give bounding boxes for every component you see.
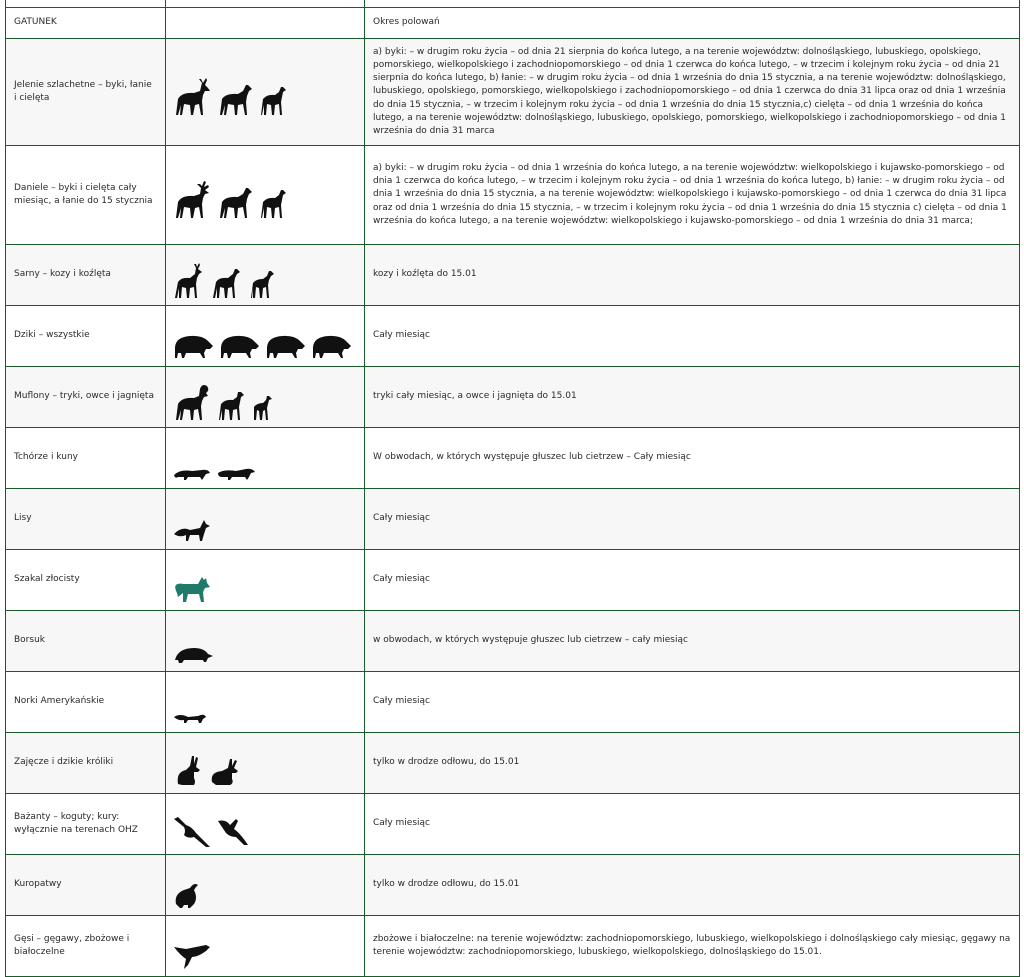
hunting-period-cell: W obwodach, w których występuje głuszec lub cietrzew – Cały miesiąc: [365, 428, 1020, 489]
animal-icons-group: [172, 433, 358, 483]
animal-icons-cell: [166, 428, 365, 489]
species-cell: Szakal złocisty: [6, 550, 166, 611]
roe-buck-icon: [172, 260, 206, 300]
period-column-header: Okres polowań: [365, 8, 1020, 39]
hunting-season-table: [5, 0, 1020, 977]
table-row: [6, 611, 1020, 672]
hunting-period-cell: a) byki: – w drugim roku życia – od dnia 21 sierpnia do końca lutego, a na terenie województw: dolnośląskiego, lubuskiego, opolskiego, pomorskiego, wielkopolskiego i zachodniopomorskiego – od dnia 1 czerwca do końca lutego, – w trzecim i kolejnym roku życia – od dnia 21 sierpnia do końca lutego, b) łanie: – w drugim roku życia – od dnia 1 września do dnia 15 stycznia, a na terenie województw: dolnośląskiego, lubuskiego, opolskiego, pomorskiego, wielkopolskiego i zachodniopomorskiego – od dnia 1 czerwca do dnia 31 lipca oraz od dnia 1 września do dnia 15 stycznia, – w trzecim i kolejnym roku życia – od dnia 1 września do dnia 15 stycznia,c) cielęta – od dnia 1 września do końca lutego, a na terenie województw: dolnośląskiego, lubuskiego, opolskiego, pomorskiego, wielkopolskiego i zachodniopomorskiego – od dnia 1 września do dnia 31 marca: [365, 39, 1020, 146]
species-cell: Kuropatwy: [6, 855, 166, 916]
table-row: [6, 428, 1020, 489]
table-row: [6, 146, 1020, 245]
animal-icons-group: [172, 372, 358, 422]
table-row: [6, 489, 1020, 550]
species-cell: Tchórze i kuny: [6, 428, 166, 489]
goose-icon: [172, 941, 212, 971]
animal-icons-cell: [166, 733, 365, 794]
partridge-icon: [172, 878, 202, 910]
species-cell: Lisy: [6, 489, 166, 550]
fallow-buck-icon: [172, 180, 212, 220]
hunting-period-cell: zbożowe i białoczelne: na terenie województw: zachodniopomorskiego, lubuskiego, wielkopolskiego i dolnośląskiego cały miesiąc, gęgawy na terenie województw: zachodniopomorskiego, lubuskiego, wielkopolskiego, dolnośląskiego do 15.01.: [365, 916, 1020, 977]
hunting-period-cell: tylko w drodze odłowu, do 15.01: [365, 855, 1020, 916]
animal-icons-cell: [166, 146, 365, 245]
species-cell: Zajęcze i dzikie króliki: [6, 733, 166, 794]
species-cell: Muflony – tryki, owce i jagnięta: [6, 367, 166, 428]
deer-stag-icon: [172, 77, 212, 117]
table-row: [6, 733, 1020, 794]
hunting-period-cell: Cały miesiąc: [365, 794, 1020, 855]
boar-icon: [172, 331, 214, 361]
animal-icons-group: [172, 921, 358, 971]
mouflon-ram-icon: [172, 382, 212, 422]
boar-icon: [218, 331, 260, 361]
table-row: [6, 672, 1020, 733]
hunting-period-cell: Cały miesiąc: [365, 489, 1020, 550]
mouflon-ewe-icon: [216, 382, 246, 422]
animal-icons-cell: [166, 611, 365, 672]
animal-icons-cell: [166, 794, 365, 855]
deer-hind-icon: [216, 77, 254, 117]
animal-icons-group: [172, 677, 358, 727]
animal-icons-group: [172, 616, 358, 666]
pheasant-hen-icon: [216, 815, 250, 849]
animal-icons-cell: [166, 39, 365, 146]
table-row: [6, 39, 1020, 146]
hunting-period-cell: kozy i koźlęta do 15.01: [365, 245, 1020, 306]
hunting-period-cell: Cały miesiąc: [365, 672, 1020, 733]
hunting-period-cell: a) byki: – w drugim roku życia – od dnia 1 września do końca lutego, a na terenie województw: wielkopolskiego i kujawsko-pomorskiego – od dnia 1 czerwca do końca lutego, – w trzecim i kolejnym roku życia – od dnia 1 września do końca lutego, b) łanie: – w drugim roku życia – od dnia 1 września do dnia 15 stycznia, a na terenie województw: wielkopolskiego i kujawsko-pomorskiego – od dnia 1 czerwca do dnia 31 lipca oraz od dnia 1 września do dnia 15 stycznia, – w trzecim i kolejnym roku życia – od dnia 1 września do dnia 15 stycznia c) cielęta – od dnia 1 września do końca lutego, a na terenie województw: wielkopolskiego i kujawsko-pomorskiego – od dnia 1 września do dnia 31 marca;: [365, 146, 1020, 245]
hunting-period-cell: tryki cały miesiąc, a owce i jagnięta do 15.01: [365, 367, 1020, 428]
animal-icons-cell: [166, 916, 365, 977]
animal-icons-group: [172, 738, 358, 788]
animal-icons-cell: [166, 245, 365, 306]
fox-icon: [172, 514, 212, 544]
species-cell: Gęsi – gęgawy, zbożowe i białoczelne: [6, 916, 166, 977]
animal-icons-cell: [166, 550, 365, 611]
animal-icons-cell: [166, 672, 365, 733]
image-column-header: [166, 8, 365, 39]
rabbit-icon: [208, 754, 242, 788]
table-row: [6, 245, 1020, 306]
species-cell: Norki Amerykańskie: [6, 672, 166, 733]
hunting-period-cell: w obwodach, w których występuje głuszec lub cietrzew – cały miesiąc: [365, 611, 1020, 672]
badger-icon: [172, 642, 214, 666]
animal-icons-cell: [166, 306, 365, 367]
deer-calf-icon: [258, 77, 288, 117]
jackal-icon: [172, 571, 212, 605]
hunting-period-cell: tylko w drodze odłowu, do 15.01: [365, 733, 1020, 794]
table-row: [6, 306, 1020, 367]
animal-icons-group: [172, 170, 358, 220]
animal-icons-cell: [166, 855, 365, 916]
animal-icons-group: [172, 860, 358, 910]
hunting-period-cell: Cały miesiąc: [365, 306, 1020, 367]
boar-icon: [310, 331, 352, 361]
animal-icons-group: [172, 494, 358, 544]
table-row: [6, 916, 1020, 977]
polecat-icon: [172, 461, 212, 483]
pheasant-cock-icon: [172, 815, 212, 849]
fallow-doe-icon: [216, 180, 254, 220]
species-cell: Daniele – byki i cielęta cały miesiąc, a łanie do 15 stycznia: [6, 146, 166, 245]
roe-kid-icon: [248, 260, 276, 300]
mouflon-lamb-icon: [250, 382, 274, 422]
species-cell: Jelenie szlachetne – byki, łanie i cielęta: [6, 39, 166, 146]
marten-icon: [216, 461, 256, 483]
fallow-fawn-icon: [258, 180, 288, 220]
boar-icon: [264, 331, 306, 361]
table-header-row: [6, 8, 1020, 39]
animal-icons-group: [172, 555, 358, 605]
species-cell: Borsuk: [6, 611, 166, 672]
species-column-header: GATUNEK: [6, 8, 166, 39]
species-cell: Bażanty – koguty; kury: wyłącznie na terenach OHZ: [6, 794, 166, 855]
hare-icon: [172, 754, 204, 788]
species-cell: Sarny – kozy i koźlęta: [6, 245, 166, 306]
table-top-strip: [6, 0, 1020, 8]
table-row: [6, 855, 1020, 916]
animal-icons-cell: [166, 367, 365, 428]
animal-icons-group: [172, 67, 358, 117]
table-row: [6, 550, 1020, 611]
animal-icons-group: [172, 311, 358, 361]
species-cell: Dziki – wszystkie: [6, 306, 166, 367]
animal-icons-group: [172, 799, 358, 849]
mink-icon: [172, 707, 208, 727]
table-row: [6, 794, 1020, 855]
animal-icons-cell: [166, 489, 365, 550]
table-row: [6, 367, 1020, 428]
roe-doe-icon: [210, 260, 244, 300]
animal-icons-group: [172, 250, 358, 300]
hunting-period-cell: Cały miesiąc: [365, 550, 1020, 611]
